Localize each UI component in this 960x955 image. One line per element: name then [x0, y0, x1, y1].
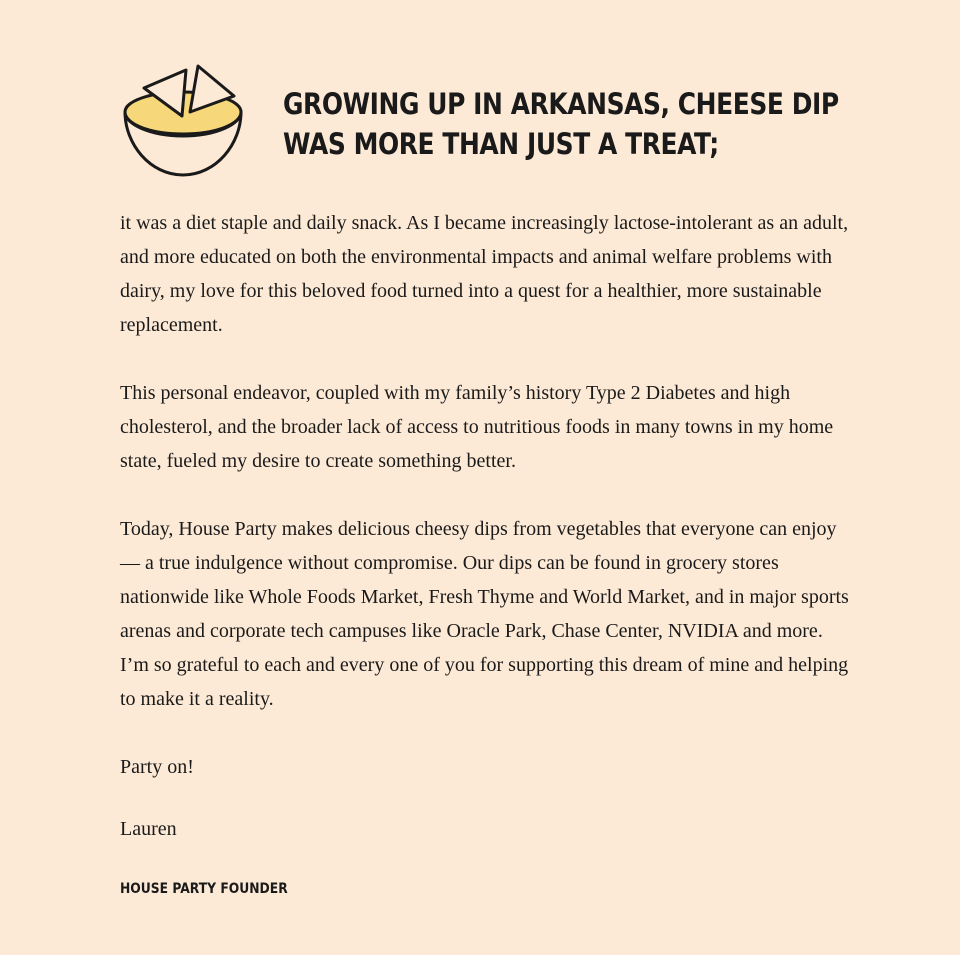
signature-name: Lauren — [120, 818, 177, 840]
letter-paragraph-3: Today, House Party makes delicious cheesy dips from vegetables that everyone can enjoy— a true indulgence without compromise. Our dips can be found in grocery stores nationwide like Whole Foods Market, Fresh Thyme and World Market, and in major sports arenas and corporate tech campuses like Oracle Park, Chase Center, NVIDIA and more. I’m so grateful to each and every one of you for supporting this dream of mine and helping to make it a reality. — [120, 518, 849, 710]
letter-header — [120, 62, 840, 182]
headline-line-1: GROWING UP IN ARKANSAS, CHEESE DIP — [283, 87, 839, 121]
letter-closing: Party on! — [120, 756, 194, 778]
signature-title: HOUSE PARTY FOUNDER — [120, 881, 288, 897]
cheese-dip-bowl-icon — [120, 62, 250, 180]
letter-body — [120, 206, 850, 934]
letter-paragraph-2: This personal endeavor, coupled with my family’s history Type 2 Diabetes and high cholesterol, and the broader lack of access to nutritious foods in many towns in my home state, fueled my desire to create something better. — [120, 382, 834, 472]
letter-paragraph-1: it was a diet staple and daily snack. As I became increasingly lactose-intolerant as an adult, and more educated on both the environmental impacts and animal welfare problems with dairy, my love for this beloved food turned into a quest for a healthier, more sustainable replacement. — [120, 212, 849, 336]
letter-headline — [283, 84, 839, 164]
headline-line-2: WAS MORE THAN JUST A TREAT; — [283, 127, 719, 161]
